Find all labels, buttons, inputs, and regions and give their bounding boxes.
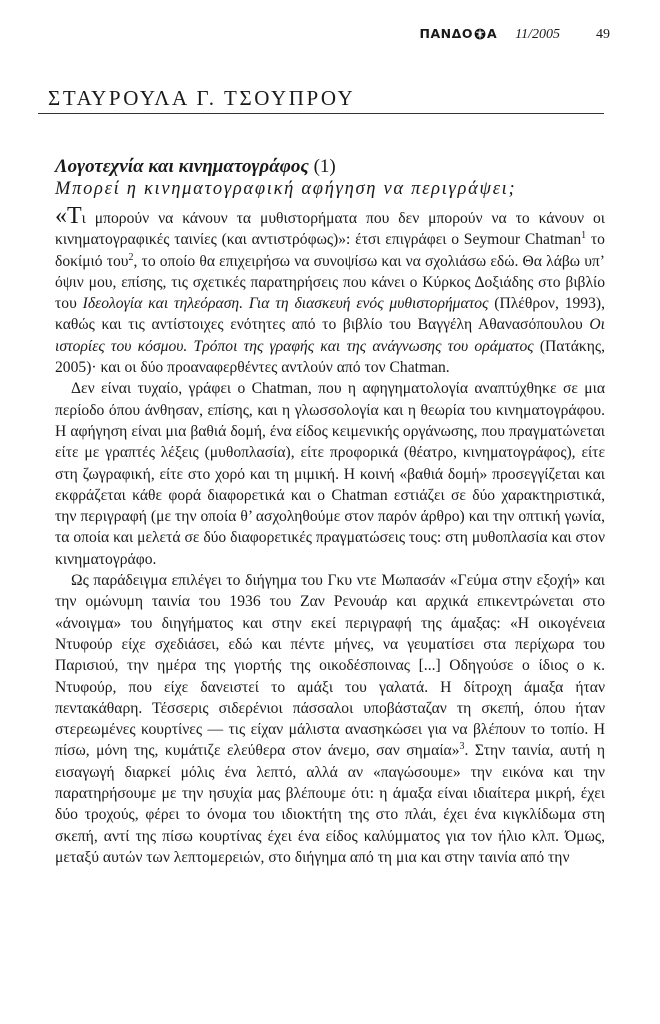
article-title bbox=[55, 156, 336, 178]
article-body bbox=[55, 203, 605, 868]
running-header bbox=[420, 26, 610, 43]
book-title-2: Οι ιστορίες του κόσμου. Τρόποι της γραφής και της ανάγνωσης του οράματος bbox=[55, 316, 605, 355]
book-title-1: Ιδεολογία και τηλεόραση. Για τη διασκευή ενός μυθιστορήματος bbox=[82, 295, 489, 313]
footnote-ref-2[interactable]: 2 bbox=[128, 251, 134, 263]
p3-segment-b: . Στην ταινία, αυτή η εισαγωγή διαρκεί μόλις ένα λεπτό, αλλά αν «παγώσουμε» την εικόνα και την παρατηρήσουμε με την ησυχία μας βλέπουμε ότι: η άμαξα είναι ιδιαίτερα μικρή, έχει δύο τροχούς, φέρει το όνομα του ιδιοκτήτη της στο πλάι, έχει ένα κιγκλίδωμα στη σκεπή, αντί της πίσω κουρτίνας έχει ένα είδος καλύμματος για τον ήλιο κλπ. Όμως, μεταξύ αυτών των λεπτομερειών, στο διήγημα από τη μια και στην ταινία από την bbox=[55, 742, 605, 866]
p1-segment-b: το δοκίμιό του bbox=[55, 231, 605, 270]
issue-number: 11/2005 bbox=[515, 27, 560, 42]
p1-segment-c: , το οποίο θα επιχειρήσω να συνοψίσω και να σχολιάσω εδώ. Θα λάβω υπ’ όψιν μου, επίσης, τις σχετικές παρατηρήσεις που κάνει ο Κύρκος Δοξιάδης στο βιβλίο του bbox=[55, 252, 605, 313]
footnote-ref-1[interactable]: 1 bbox=[581, 230, 587, 242]
p3-segment-a: Ως παράδειγμα επιλέγει το διήγημα του Γκυ ντε Μωπασάν «Γεύμα στην εξοχή» και την ομώνυμη ταινία του 1936 του Ζαν Ρενουάρ και αρχικά επικεντρώνεται στο «άνοιγμα» του διηγήματος και στην εκεί περιγραφή της άμαξας: «Η οικογένεια Ντυφούρ είχε σχεδιάσει, εδώ και πέντε μήνες, να γευματίσει στα περίχωρα του Παρισιού, την ημέρα της γιορτής της οικοδέσποινας [...] Οδηγούσε ο ίδιος ο κ. Ντυφούρ, που είχε δανειστεί το αμάξι του γαλατά. Η δίτροχη άμαξα ήταν πεντακάθαρη. Τέσσερις σιδερένιοι πάσσαλοι υποβάσταζαν τη σκεπή, όπου ήταν στερεωμένες κουρτίνες — τις είχαν μάλιστα ανασηκώσει για να βλέπουν το τοπίο. Η πίσω, μόνη της, κυμάτιζε ελεύθερα στον άνεμο, σαν σημαία» bbox=[55, 572, 605, 760]
pandora-logo-icon bbox=[474, 28, 486, 40]
article-title-number: (1) bbox=[313, 156, 336, 177]
paragraph-3 bbox=[55, 570, 605, 868]
p1-segment-e: (Πατάκης, 2005)· και οι δύο προαναφερθέντες αντλούν από τον Chatman. bbox=[55, 337, 605, 377]
opening-letters: «Τ bbox=[55, 203, 82, 229]
paragraph-1 bbox=[55, 203, 605, 378]
article-title-text: Λογοτεχνία και κινηματογράφος bbox=[55, 156, 309, 177]
journal-name-left: ΠΑΝΔΟ bbox=[419, 26, 473, 41]
page-number: 49 bbox=[596, 27, 610, 42]
p1-segment-a: ι μπορούν να κάνουν τα μυθιστορήματα που δεν μπορούν να το κάνουν οι κινηματογραφικές ταινίες (και αντιστρόφως)»: έτσι επιγράφει ο Seymour Chatman bbox=[55, 210, 605, 249]
author-name: ΣΤΑΥΡΟΥΛΑ Γ. ΤΣΟΥΠΡΟΥ bbox=[48, 86, 356, 110]
footnote-ref-3[interactable]: 3 bbox=[459, 741, 465, 753]
journal-name bbox=[420, 26, 498, 41]
journal-name-right: Α bbox=[486, 26, 498, 41]
paragraph-2: Δεν είναι τυχαίο, γράφει ο Chatman, που η αφηγηματολογία αναπτύχθηκε σε μια περίοδο όπου άνθησαν, επίσης, και η γλωσσολογία και η θεωρία του κινηματογράφου. Η αφήγηση είναι μια βαθιά δομή, ένα είδος κειμενικής οργάνωσης, που πραγματώνεται είτε με γραπτές λέξεις (μυθοπλασία), είτε προφορικά (θέατρο, κινηματογράφος), είτε στη ζωγραφική, είτε στο χορό και τη μιμική. Η κοινή «βαθιά δομή» προσεγγίζεται και εκφράζεται κάθε φορά διαφορετικά και ο Chatman εστιάζει σε δύο χαρακτηριστικά, την περιγραφή (με την οποία θ’ ασχοληθούμε στον παρόν άρθρο) και την οπτική γωνία, τα οποία και μελετά σε δύο διαφορετικές πραγματώσεις τους: στη μυθοπλασία και στον κινηματογράφο. bbox=[55, 380, 605, 568]
article-subtitle: Μπορεί η κινηματογραφική αφήγηση να περιγράψει; bbox=[55, 179, 517, 199]
p1-segment-d: (Πλέθρον, 1993), καθώς και τις αντίστοιχες ενότητες από το βιβλίο του Βαγγέλη Αθανασόπουλου bbox=[55, 295, 605, 334]
header-rule bbox=[38, 113, 604, 114]
